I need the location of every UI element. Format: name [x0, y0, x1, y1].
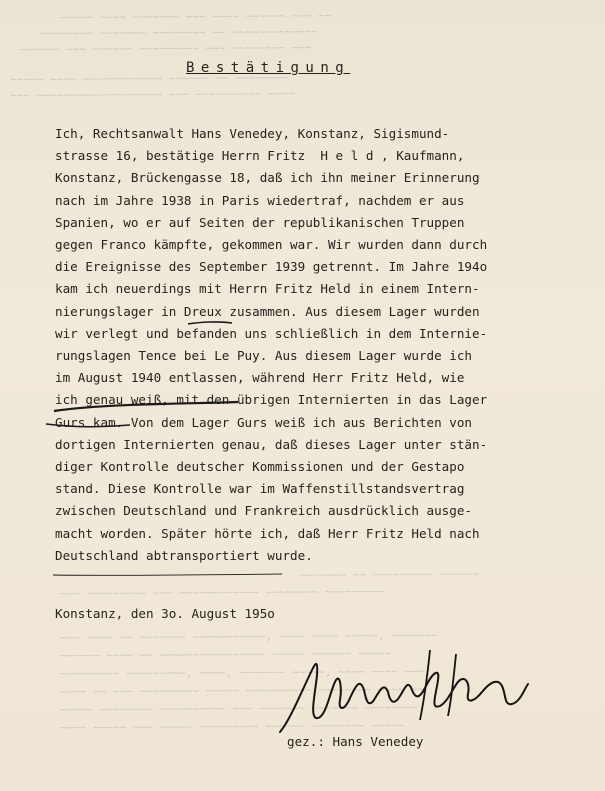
body-line: dortigen Internierten genau, daß dieses Lager unter stän- — [55, 436, 488, 452]
body-line: die Ereignisse des September 1939 getrennt. Im Jahre 194o — [55, 259, 488, 275]
body-line: Spanien, wo er auf Seiten der republikanischen Truppen — [55, 214, 465, 230]
body-line: ich genau weiß, mit den übrigen Internierten in das Lager — [55, 392, 488, 408]
bleed-through-text: ~~~~ ~~~~~ ~~~ ~~~~~ ~~~~~~~~~ ~~~~~~ ~~~~~~~~ ~~~~~ — [59, 718, 405, 735]
signature-stroke — [280, 664, 528, 732]
bleed-through-text: ~~~~~~~~~ ~~~~~~~~~, ~~~~, ~~~~~~~ ~~~~~, ~~~~ ~~~~ ~~~ — [59, 664, 425, 681]
place-date: Konstanz, den 3o. August 195o — [55, 606, 275, 621]
underline-august-1940 — [54, 402, 238, 411]
underline-deutschland — [53, 574, 282, 575]
body-line: zwischen Deutschland und Frankreich ausdrücklich ausge- — [55, 503, 473, 519]
bleed-through-text: ~~~~~ ~~~~ ~~~~~~~ ~~~ ~~~~ ~~~~~~ ~~~ ~~ — [59, 9, 332, 24]
body-line: nach im Jahre 1938 in Paris wiedertraf, nachdem er aus — [55, 192, 465, 208]
body-line: gegen Franco kämpfte, gekommen war. Wir wurden dann durch — [55, 237, 488, 253]
bleed-through-text: ~~~ ~~~~ ~~ ~~~~~~~ ~~~~~~~~~~~, ~~~~ ~~~~ ~~~~~, ~~~~~~~ — [59, 628, 438, 645]
body-line: strasse 16, bestätige Herrn Fritz H e l d , Kaufmann, — [55, 148, 465, 164]
bleed-through-text: ~~~ ~~~~~~~~~~~~~~~~~~~ ~~~ ~~~~~~~~~~ ~~~~ — [9, 87, 295, 102]
strike-mark — [46, 424, 130, 427]
handwritten-signature — [270, 640, 540, 740]
body-line: wir verlegt und befanden uns schließlich in dem Internie- — [55, 325, 488, 341]
body-line: Deutschland abtransportiert wurde. — [55, 547, 313, 563]
bleed-through-text: ~~~~~~~~ ~~~~~~~ ~~~~~~~~ ~~ ~~~~~~~~~~~~~ — [39, 25, 319, 40]
body-line: Gurs kam. Von dem Lager Gurs weiß ich aus Berichten von — [55, 414, 473, 430]
body-line: kam ich neuerdings mit Herrn Fritz Held in einem Intern- — [55, 281, 480, 297]
signature-stroke — [420, 650, 430, 720]
body-line: macht worden. Später hörte ich, daß Herr Fritz Held nach — [55, 525, 480, 541]
bleed-through-text: ~~~ ~~~~~~~~~ ~~~ ~~~~~~~~~~~~ ~~~~~~~~ ~~~~~~~~~ — [59, 584, 385, 601]
bleed-through-text: ~~~~~~~ ~~ ~~~~~~~~~ ~~~~~~ — [299, 567, 479, 582]
body-line: nierungslager in Dreux zusammen. Aus diesem Lager wurden — [55, 303, 480, 319]
body-line: rungslagen Tence bei Le Puy. Aus diesem Lager wurde ich — [55, 348, 473, 364]
body-line: Ich, Rechtsanwalt Hans Venedey, Konstanz, Sigismund- — [55, 126, 450, 141]
signature-typed-name: gez.: Hans Venedey — [287, 734, 424, 749]
underline-dreux — [188, 322, 232, 324]
bleed-through-text: ~~~~~ ~~~~ ~~~~~~~~~~~~ ~~~~~~ ~~ ~~~~~~~~ — [9, 71, 289, 86]
bleed-through-text: ~~~~~~ ~~~ ~~~~~~ ~~~~~~~~~ ~~~ ~~~~~~~~ ~~~ — [19, 40, 312, 57]
body-line: diger Kontrolle deutscher Kommissionen und der Gestapo — [55, 459, 465, 475]
bleed-through-text: ~~~~ ~~ ~~~ ~~~~~~~~~ ~~~~~ ~~~~~~~~~~ ~~~~~~~~ ~~~~ ~~ — [59, 682, 425, 699]
bleed-through-text: ~~~~~ ~~~~~~~~ ~~~~~~~~~~ ~~~ ~~~~~~~ ~~~~~~~ ~~~~~~~~ — [59, 700, 418, 717]
body-line: im August 1940 entlassen, während Herr Fritz Held, wie — [55, 370, 465, 386]
body-line: stand. Diese Kontrolle war im Waffenstillstandsvertrag — [55, 481, 465, 497]
body-line: Konstanz, Brückengasse 18, daß ich ihn meiner Erinnerung — [55, 170, 480, 186]
document-title: Bestätigung — [186, 60, 351, 76]
bleed-through-text: ~~~~~~ ~~~~ ~~ ~~~~~~~~~~~~~~~~ ~~~~~ ~~~~~~ ~~~~~ — [59, 646, 392, 663]
